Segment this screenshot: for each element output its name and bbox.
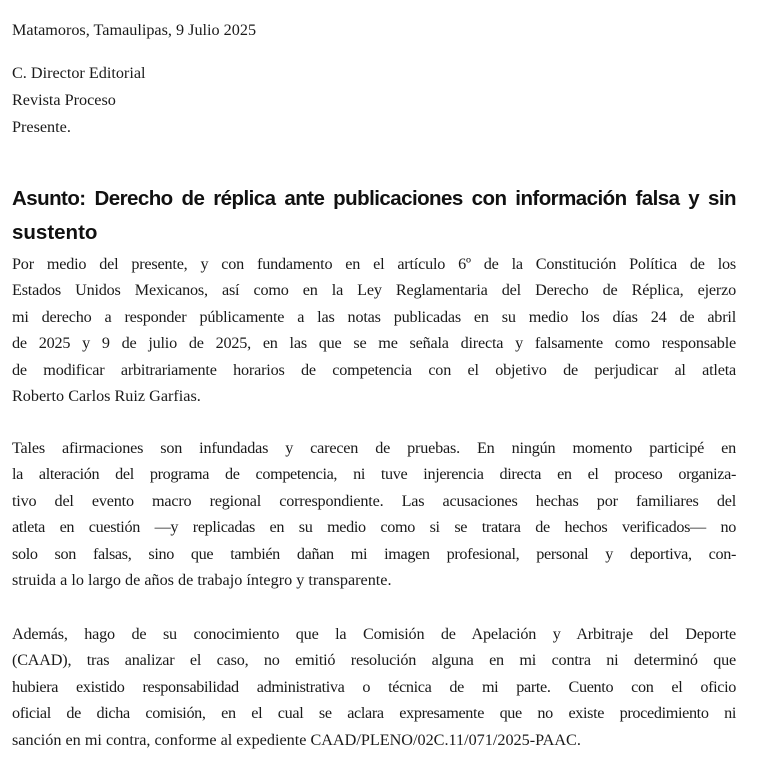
dateline: Matamoros, Tamaulipas, 9 Julio 2025 [12,21,257,39]
body-paragraph [12,435,736,593]
paragraph-line: la alteración del programa de competencia, ni tuve injerencia directa en el proceso organiza- [12,465,736,484]
paragraph-line: struida a lo largo de años de trabajo íntegro y transparente. [12,571,392,590]
paragraph-line: Además, hago de su conocimiento que la Comisión de Apelación y Arbitraje del Deporte [12,625,736,643]
paragraph-line: Tales afirmaciones son infundadas y carecen de pruebas. En ningún momento participé en [12,439,736,457]
paragraph-line: hubiera existido responsabilidad administrativa o técnica de mi parte. Cuento con el oficio [12,677,736,696]
paragraph-line: mi derecho a responder públicamente a las notas publicadas en su medio los días 24 de abril [12,307,736,326]
body-paragraph [12,621,736,753]
paragraph-line: tivo del evento macro regional correspondiente. Las acusaciones hechas por familiares del [12,491,736,510]
paragraph-line: Estados Unidos Mexicanos, así como en la Ley Reglamentaria del Derecho de Réplica, ejerzo [12,281,736,300]
subject-heading [12,182,736,250]
paragraph-line: de 2025 y 9 de julio de 2025, en las que se me señala directa y falsamente como responsable [12,334,736,353]
paragraph-line: (CAAD), tras analizar el caso, no emitió resolución alguna en mi contra ni determinó que [12,651,736,670]
subject-line: Asunto: Derecho de réplica ante publicaciones con información falsa y sin [12,187,736,210]
paragraph-line: solo son falsas, sino que también dañan mi imagen profesional, personal y deportiva, con- [12,544,736,563]
paragraph-line: Por medio del presente, y con fundamento en el artículo 6º de la Constitución Política de los [12,255,736,273]
recipient-publication: Revista Proceso [12,91,116,109]
recipient-title: C. Director Editorial [12,64,146,82]
paragraph-line: oficial de dicha comisión, en el cual se aclara expresamente que no existe procedimiento ni [12,704,736,723]
body-paragraph [12,251,736,409]
recipient-salutation: Presente. [12,118,71,136]
paragraph-line: sanción en mi contra, conforme al expediente CAAD/PLENO/02C.11/071/2025-PAAC. [12,730,581,749]
recipient-block [12,60,146,141]
subject-line: sustento [12,221,98,244]
paragraph-line: Roberto Carlos Ruiz Garfias. [12,387,201,406]
paragraph-line: atleta en cuestión —y replicadas en su medio como si se tratara de hechos verificados— no [12,518,736,537]
paragraph-line: de modificar arbitrariamente horarios de competencia con el objetivo de perjudicar al atleta [12,360,736,379]
